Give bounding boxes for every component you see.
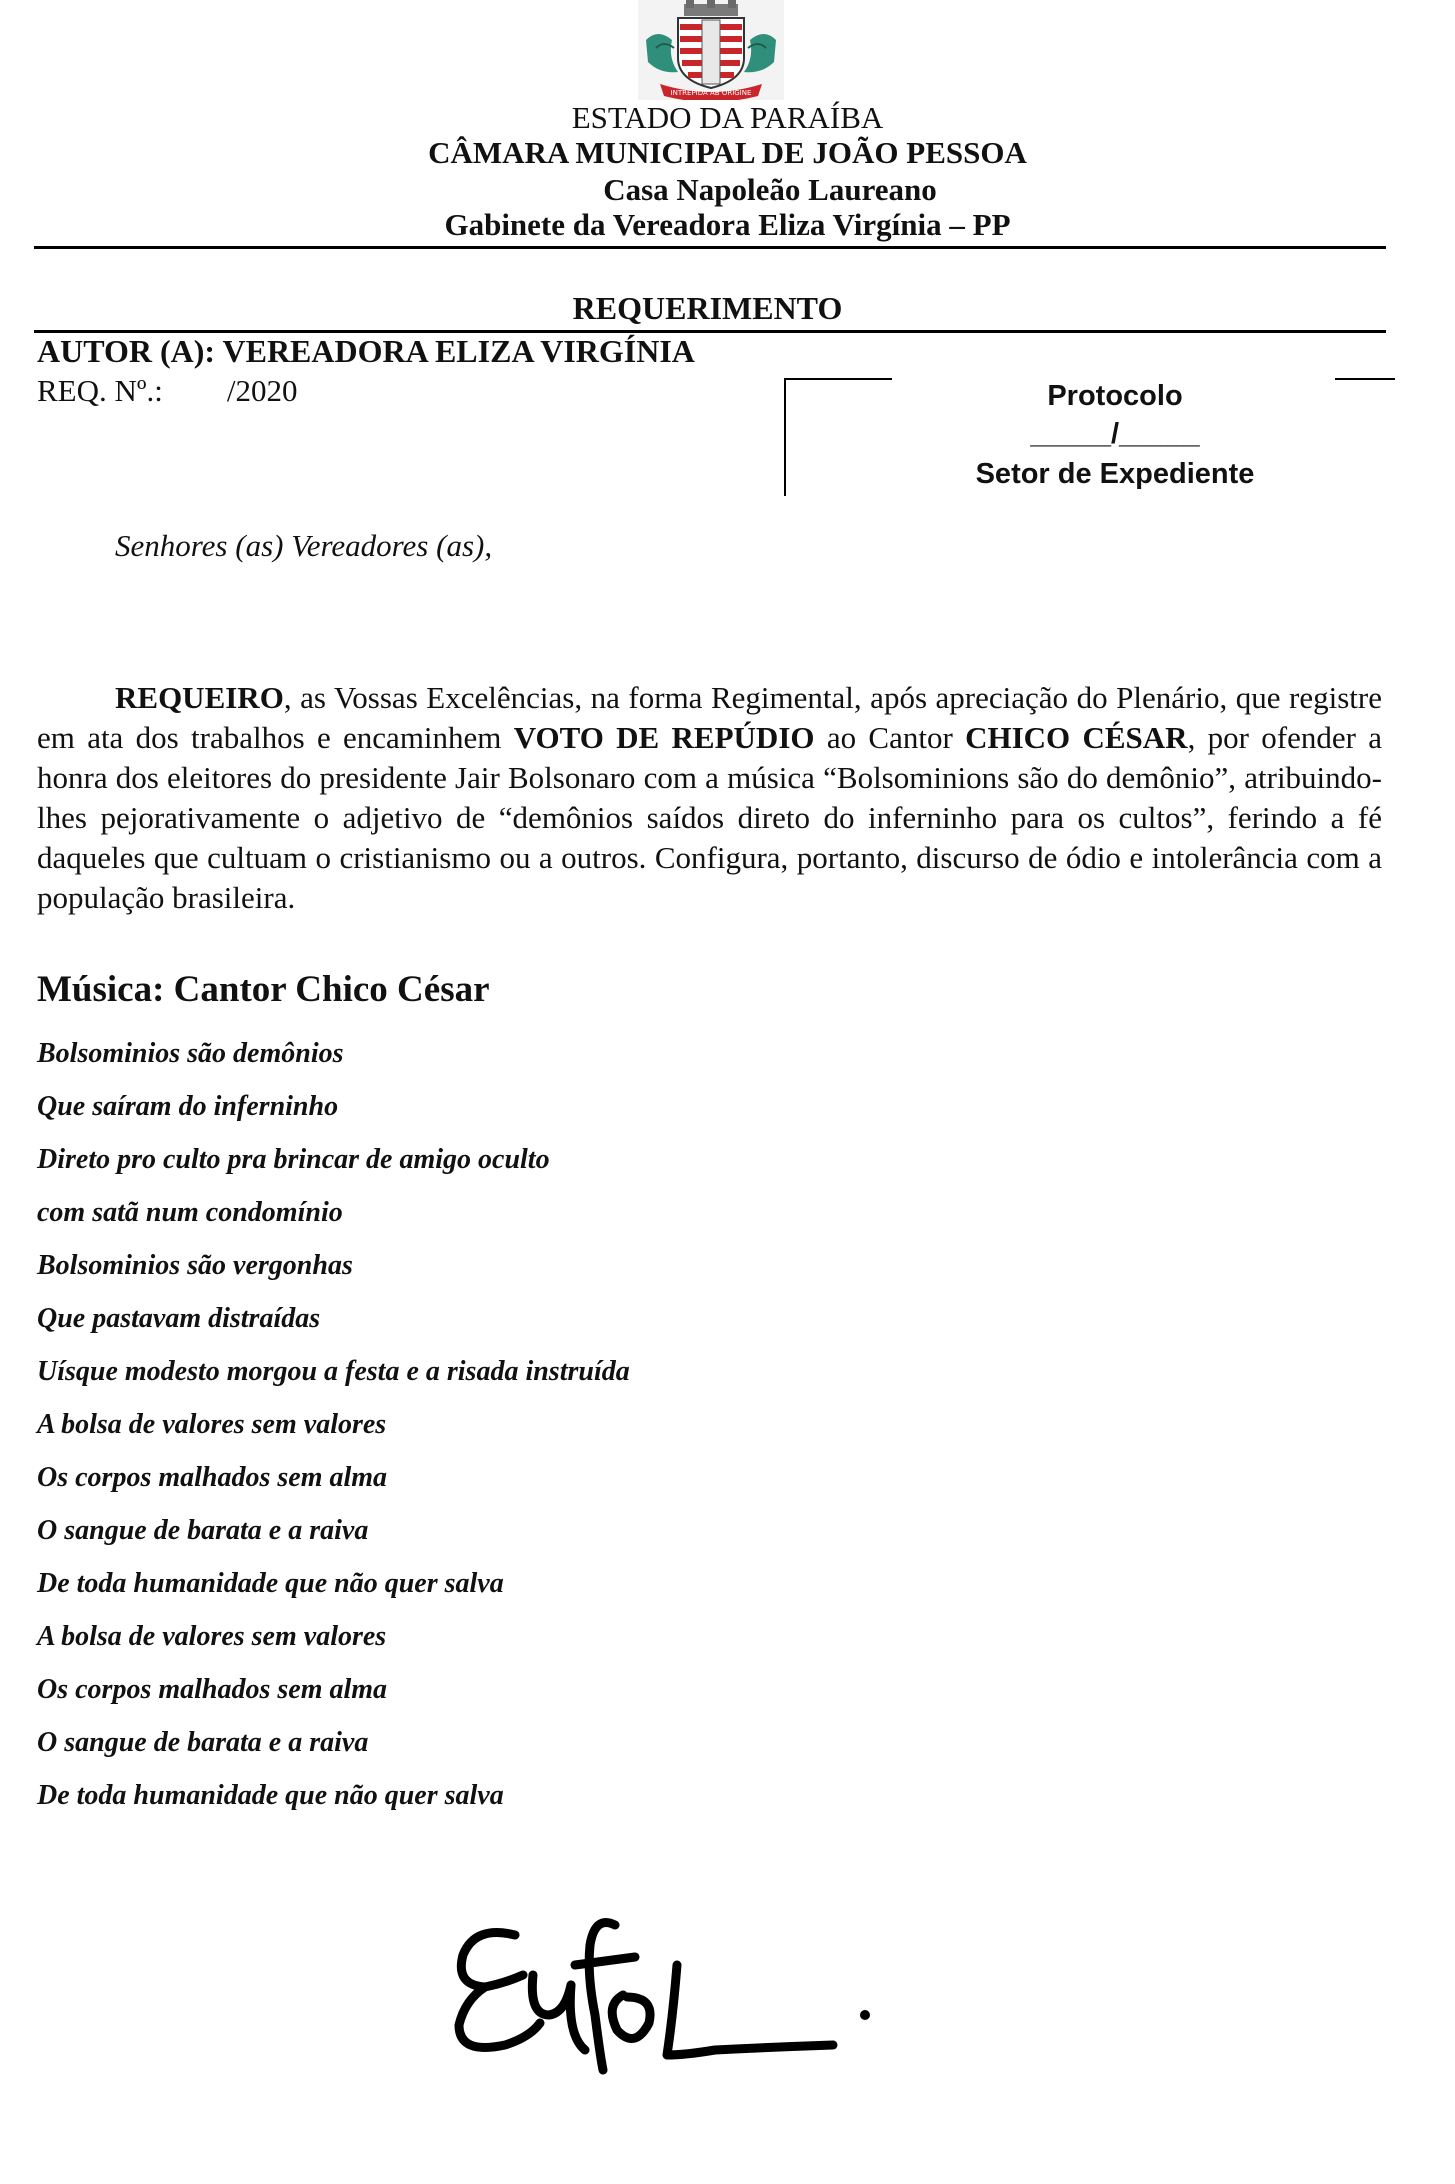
- header-office: Gabinete da Vereadora Eliza Virgínia – PP: [444, 207, 1011, 242]
- paragraph-bold-requeiro: REQUEIRO: [115, 680, 284, 715]
- lyric-line: Os corpos malhados sem alma: [37, 1674, 388, 1705]
- header-divider: [34, 246, 1386, 249]
- protocol-box-right-line: [1335, 378, 1395, 380]
- coat-of-arms-logo: [638, 0, 784, 100]
- document-title: REQUERIMENTO: [572, 290, 843, 326]
- lyric-line: O sangue de barata e a raiva: [37, 1515, 369, 1546]
- protocol-box-left-line: [784, 378, 786, 496]
- header-house: Casa Napoleão Laureano: [603, 172, 937, 207]
- paragraph-bold-singer: CHICO CÉSAR: [965, 720, 1188, 755]
- lyric-line: De toda humanidade que não quer salva: [37, 1780, 504, 1811]
- protocol-title: Protocolo: [1047, 380, 1183, 412]
- music-title: Música: Cantor Chico César: [37, 969, 490, 1010]
- lyric-line: A bolsa de valores sem valores: [37, 1409, 387, 1440]
- lyric-line: O sangue de barata e a raiva: [37, 1727, 369, 1758]
- handwritten-signature: [445, 1905, 885, 2085]
- paragraph-text-3: , por ofender a honra dos eleitores do presidente Jair Bolsonaro com a música “Bolsominions são do demônio”, atribuindo-lhes pejorativamente o adjetivo de “demônios saídos direto do inferninho para os cultos”, ferindo a fé daqueles que cultuam o cristianismo ou a outros. Configura, portanto, discurso de ódio e intolerância com a população brasileira.: [37, 720, 1383, 915]
- lyric-line: Bolsominios são vergonhas: [37, 1250, 353, 1281]
- salutation: Senhores (as) Vereadores (as),: [115, 528, 493, 563]
- lyric-line: A bolsa de valores sem valores: [37, 1621, 387, 1652]
- paragraph-text-1: , as Vossas Excelências, na forma Regimental, após apreciação do Plenário, que registre em ata dos trabalhos e encaminhem: [37, 680, 1382, 755]
- lyric-line: Os corpos malhados sem alma: [37, 1462, 388, 1493]
- header-state: ESTADO DA PARAÍBA: [571, 100, 884, 135]
- paragraph-text-2: ao Cantor: [814, 720, 966, 755]
- protocol-box-top-line: [784, 378, 892, 380]
- lyric-line: Uísque modesto morgou a festa e a risada instruída: [37, 1356, 630, 1387]
- request-number: [37, 373, 298, 409]
- protocol-date-blank: _____/_____: [1030, 418, 1200, 450]
- request-paragraph: [37, 678, 1382, 918]
- lyric-line: De toda humanidade que não quer salva: [37, 1568, 504, 1599]
- lyric-line: com satã num condomínio: [37, 1197, 343, 1228]
- lyrics-list: [37, 1034, 630, 1829]
- lyric-line: Direto pro culto pra brincar de amigo oculto: [37, 1144, 550, 1175]
- request-number-value: /2020: [226, 373, 298, 408]
- lyric-line: Que pastavam distraídas: [37, 1303, 321, 1334]
- logo-motto: INTREPIDA AB ORIGINE: [670, 89, 752, 97]
- paragraph-bold-voto: VOTO DE REPÚDIO: [513, 720, 815, 755]
- document-author: AUTOR (A): VEREADORA ELIZA VIRGÍNIA: [37, 333, 695, 369]
- header-chamber: CÂMARA MUNICIPAL DE JOÃO PESSOA: [428, 135, 1027, 170]
- protocol-sector: Setor de Expediente: [975, 458, 1255, 490]
- lyric-line: Que saíram do inferninho: [37, 1091, 339, 1122]
- lyric-line: Bolsominios são demônios: [37, 1038, 344, 1069]
- request-number-label: REQ. Nº.:: [37, 373, 163, 408]
